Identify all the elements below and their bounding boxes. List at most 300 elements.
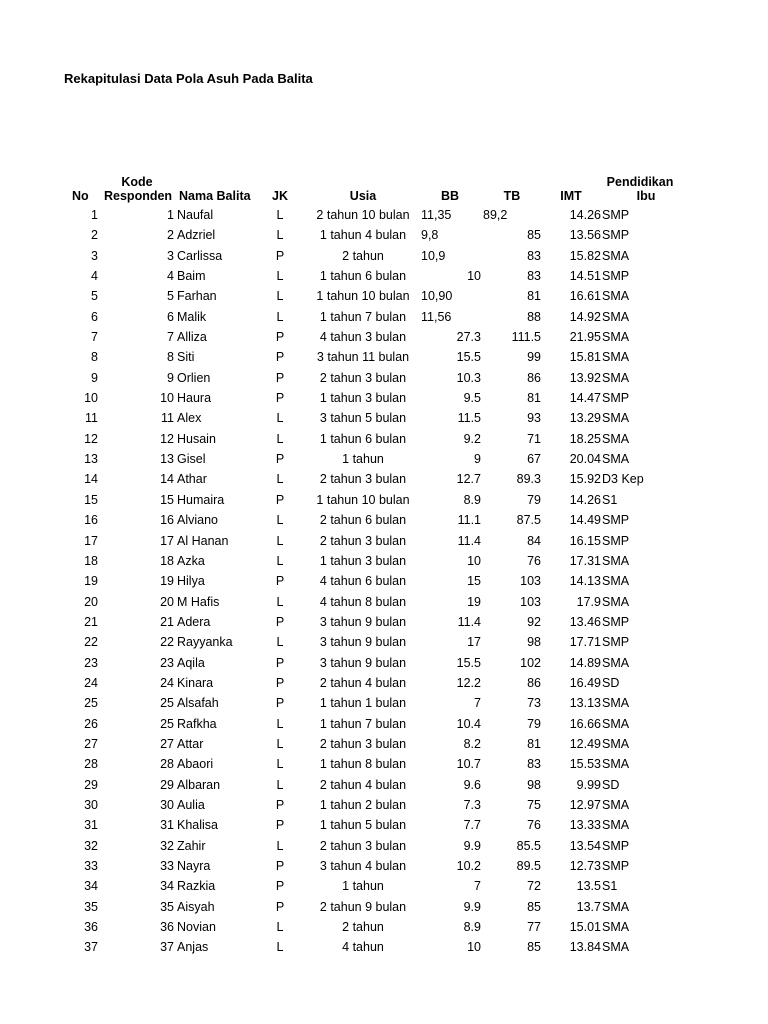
row-jk: P: [275, 859, 285, 873]
table-row: [0, 815, 768, 835]
row-kode-responden: 10: [160, 391, 174, 406]
row-bb: 8.2: [463, 736, 481, 751]
row-kode-responden: 6: [167, 309, 174, 324]
row-no: 26: [84, 716, 98, 731]
row-bb: 10.7: [456, 757, 481, 772]
row-imt: 16.15: [569, 533, 601, 548]
row-jk: L: [276, 716, 284, 731]
row-imt: 16.61: [569, 289, 601, 304]
row-nama-balita: Azka: [177, 553, 205, 568]
row-kode-responden: 31: [160, 818, 174, 833]
row-no: 30: [84, 797, 98, 812]
row-tb: 71: [527, 431, 541, 446]
row-jk: P: [275, 452, 285, 467]
row-kode-responden: 2: [167, 228, 174, 243]
row-jk: P: [275, 818, 285, 833]
row-imt: 14.47: [569, 391, 601, 406]
table-row: [0, 510, 768, 530]
row-imt: 16.49: [569, 675, 601, 690]
table-row: [0, 307, 768, 327]
row-nama-balita: Rayyanka: [177, 635, 233, 650]
row-pendidikan-ibu: SMA: [602, 370, 630, 385]
row-pendidikan-ibu: SMA: [602, 594, 630, 609]
row-no: 14: [84, 472, 98, 487]
row-tb: 88: [527, 309, 541, 324]
row-no: 17: [84, 533, 98, 548]
row-kode-responden: 27: [160, 736, 174, 751]
row-bb: 27.3: [456, 330, 481, 345]
row-pendidikan-ibu: SMA: [602, 655, 630, 670]
row-nama-balita: Malik: [177, 309, 207, 324]
row-usia: 2 tahun 3 bulan: [319, 472, 407, 487]
row-tb: 98: [527, 635, 541, 650]
row-tb: 81: [527, 736, 541, 751]
row-nama-balita: Alex: [177, 411, 202, 426]
row-bb: 9.5: [463, 391, 481, 406]
row-jk: L: [276, 635, 284, 650]
table-row: [0, 571, 768, 591]
row-tb: 87.5: [516, 513, 541, 528]
row-nama-balita: Husain: [177, 431, 216, 446]
row-kode-responden: 24: [160, 675, 174, 690]
row-bb: 17: [467, 635, 481, 650]
row-imt: 17.71: [569, 635, 601, 650]
row-imt: 15.82: [569, 248, 601, 263]
row-tb: 86: [527, 675, 541, 690]
row-no: 3: [91, 248, 98, 263]
header-tb: TB: [503, 189, 521, 203]
row-jk: P: [275, 675, 285, 690]
row-no: 12: [84, 431, 98, 446]
row-kode-responden: 7: [167, 330, 174, 345]
table-row: [0, 856, 768, 876]
row-no: 18: [84, 553, 98, 568]
row-tb: 83: [527, 269, 541, 284]
table-row: [0, 795, 768, 815]
row-pendidikan-ibu: SMA: [602, 716, 630, 731]
row-pendidikan-ibu: SMP: [602, 533, 630, 548]
row-usia: 1 tahun 7 bulan: [319, 716, 407, 731]
table-row: [0, 714, 768, 734]
row-bb: 11,35: [421, 208, 452, 222]
row-nama-balita: Alviano: [177, 513, 218, 528]
row-jk: L: [276, 533, 284, 548]
row-jk: P: [275, 696, 285, 711]
row-jk: P: [275, 391, 285, 406]
row-jk: L: [276, 472, 284, 487]
row-pendidikan-ibu: SMA: [602, 940, 630, 955]
row-jk: L: [276, 777, 284, 792]
row-pendidikan-ibu: S1: [602, 492, 618, 507]
row-pendidikan-ibu: SMA: [602, 920, 630, 935]
header-pendidikan-line1: Pendidikan: [606, 175, 674, 189]
row-tb: 81: [527, 391, 541, 406]
row-usia: 1 tahun 2 bulan: [319, 797, 407, 812]
row-kode-responden: 1: [167, 208, 174, 222]
row-tb: 89.5: [516, 859, 541, 873]
row-pendidikan-ibu: SMP: [602, 838, 630, 853]
row-imt: 12.73: [569, 859, 601, 873]
row-pendidikan-ibu: SMA: [602, 452, 630, 467]
row-imt: 17.31: [569, 553, 601, 568]
row-pendidikan-ibu: SMA: [602, 797, 630, 812]
row-usia: 3 tahun 11 bulan: [316, 350, 410, 365]
row-pendidikan-ibu: SMA: [602, 757, 630, 772]
row-kode-responden: 21: [160, 614, 174, 629]
row-bb: 19: [467, 594, 481, 609]
row-pendidikan-ibu: D3 Kep: [602, 472, 644, 487]
row-tb: 79: [527, 492, 541, 507]
header-kode-line2: Responden: [104, 189, 173, 203]
table-row: [0, 347, 768, 367]
row-no: 21: [84, 614, 98, 629]
table-row: [0, 225, 768, 245]
row-jk: L: [276, 553, 284, 568]
row-imt: 14.89: [569, 655, 601, 670]
row-jk: P: [275, 248, 285, 263]
row-nama-balita: Naufal: [177, 208, 214, 222]
row-usia: 1 tahun 6 bulan: [319, 431, 407, 446]
row-kode-responden: 8: [167, 350, 174, 365]
row-tb: 85: [527, 228, 541, 243]
row-pendidikan-ibu: SMA: [602, 309, 630, 324]
row-pendidikan-ibu: SD: [602, 675, 620, 690]
row-imt: 17.9: [576, 594, 601, 609]
row-kode-responden: 29: [160, 777, 174, 792]
row-usia: 1 tahun 1 bulan: [319, 696, 407, 711]
row-usia: 2 tahun 9 bulan: [319, 899, 407, 914]
row-bb: 10,9: [421, 248, 446, 263]
row-jk: L: [276, 513, 284, 528]
row-no: 37: [84, 940, 98, 955]
row-tb: 92: [527, 614, 541, 629]
row-tb: 85.5: [516, 838, 541, 853]
row-kode-responden: 19: [160, 574, 174, 589]
row-no: 33: [84, 859, 98, 873]
row-pendidikan-ibu: SMP: [602, 269, 630, 284]
row-no: 4: [91, 269, 98, 284]
row-imt: 14.92: [569, 309, 601, 324]
row-kode-responden: 9: [167, 370, 174, 385]
row-imt: 13.29: [569, 411, 601, 426]
table-row: [0, 734, 768, 754]
table-row: [0, 754, 768, 774]
row-bb: 10.2: [456, 859, 481, 873]
row-usia: 1 tahun 10 bulan: [316, 492, 410, 507]
row-jk: P: [275, 614, 285, 629]
row-kode-responden: 22: [160, 635, 174, 650]
row-jk: L: [276, 838, 284, 853]
row-bb: 10.4: [456, 716, 481, 731]
row-pendidikan-ibu: SMA: [602, 289, 630, 304]
row-usia: 4 tahun 3 bulan: [319, 330, 407, 345]
row-nama-balita: Abaori: [177, 757, 214, 772]
row-tb: 86: [527, 370, 541, 385]
row-imt: 14.13: [569, 574, 601, 589]
row-imt: 12.49: [569, 736, 601, 751]
table-header: [0, 172, 768, 206]
row-nama-balita: Siti: [177, 350, 195, 365]
table-row: [0, 246, 768, 266]
row-nama-balita: Gisel: [177, 452, 206, 467]
row-no: 27: [84, 736, 98, 751]
row-no: 11: [85, 411, 98, 426]
row-bb: 10.3: [456, 370, 481, 385]
row-tb: 83: [527, 248, 541, 263]
row-no: 36: [84, 920, 98, 935]
row-nama-balita: Razkia: [177, 879, 216, 894]
row-pendidikan-ibu: SMP: [602, 635, 630, 650]
row-imt: 13.13: [569, 696, 601, 711]
row-tb: 89,2: [483, 208, 508, 222]
row-jk: P: [275, 655, 285, 670]
row-kode-responden: 15: [160, 492, 174, 507]
row-bb: 7: [474, 696, 481, 711]
row-pendidikan-ibu: SMP: [602, 228, 630, 243]
row-imt: 14.49: [569, 513, 601, 528]
row-imt: 21.95: [569, 330, 601, 345]
row-no: 29: [84, 777, 98, 792]
table-row: [0, 836, 768, 856]
table-row: [0, 673, 768, 693]
row-pendidikan-ibu: SMA: [602, 553, 630, 568]
row-imt: 20.04: [569, 452, 601, 467]
row-usia: 2 tahun 3 bulan: [319, 736, 407, 751]
row-pendidikan-ibu: SMA: [602, 899, 630, 914]
header-kode-line1: Kode: [121, 175, 153, 189]
table-row: [0, 429, 768, 449]
row-no: 16: [84, 513, 98, 528]
row-tb: 93: [527, 411, 541, 426]
row-tb: 67: [527, 452, 541, 467]
row-jk: P: [275, 797, 285, 812]
row-nama-balita: Novian: [177, 920, 216, 935]
row-nama-balita: Adzriel: [177, 228, 216, 243]
row-tb: 99: [527, 350, 541, 365]
row-tb: 102: [520, 655, 541, 670]
row-jk: L: [276, 736, 284, 751]
row-usia: 1 tahun 7 bulan: [319, 309, 407, 324]
row-bb: 10: [467, 940, 481, 955]
table-row: [0, 653, 768, 673]
row-bb: 10,90: [421, 289, 453, 304]
row-tb: 79: [527, 716, 541, 731]
table-row: [0, 408, 768, 428]
table-row: [0, 693, 768, 713]
table-row: [0, 205, 768, 225]
row-usia: 1 tahun: [342, 452, 384, 467]
row-tb: 73: [527, 696, 541, 711]
row-nama-balita: Attar: [177, 736, 204, 751]
row-tb: 89.3: [516, 472, 541, 487]
row-kode-responden: 11: [161, 411, 174, 426]
row-kode-responden: 3: [167, 248, 174, 263]
row-usia: 4 tahun: [342, 940, 384, 955]
row-no: 24: [84, 675, 98, 690]
row-imt: 13.84: [569, 940, 601, 955]
table-row: [0, 632, 768, 652]
row-nama-balita: Nayra: [177, 859, 211, 873]
row-no: 15: [84, 492, 98, 507]
row-no: 7: [91, 330, 98, 345]
row-imt: 13.33: [569, 818, 601, 833]
row-nama-balita: Orlien: [177, 370, 211, 385]
row-tb: 111.5: [511, 330, 541, 345]
table-body: [0, 205, 768, 958]
table-row: [0, 876, 768, 896]
row-no: 35: [84, 899, 98, 914]
row-pendidikan-ibu: SMP: [602, 208, 630, 222]
table-row: [0, 937, 768, 957]
row-kode-responden: 16: [160, 513, 174, 528]
row-jk: P: [275, 330, 285, 345]
row-kode-responden: 35: [160, 899, 174, 914]
row-usia: 1 tahun 6 bulan: [319, 269, 407, 284]
row-nama-balita: Kinara: [177, 675, 214, 690]
row-usia: 3 tahun 9 bulan: [319, 655, 407, 670]
row-nama-balita: Rafkha: [177, 716, 217, 731]
row-pendidikan-ibu: SMP: [602, 859, 630, 873]
header-bb: BB: [440, 189, 460, 203]
row-bb: 7: [474, 879, 481, 894]
table-row: [0, 612, 768, 632]
row-nama-balita: Aqila: [177, 655, 205, 670]
row-tb: 85: [527, 899, 541, 914]
row-no: 6: [91, 309, 98, 324]
row-pendidikan-ibu: SD: [602, 777, 620, 792]
row-imt: 14.51: [569, 269, 601, 284]
row-kode-responden: 5: [167, 289, 174, 304]
row-imt: 13.5: [576, 879, 601, 894]
header-nama: Nama Balita: [179, 189, 251, 203]
row-kode-responden: 36: [160, 920, 174, 935]
row-jk: P: [275, 492, 285, 507]
row-no: 1: [91, 208, 98, 222]
row-bb: 9.9: [463, 899, 481, 914]
header-imt: IMT: [560, 189, 582, 203]
row-jk: P: [275, 879, 285, 894]
row-pendidikan-ibu: SMA: [602, 248, 630, 263]
row-pendidikan-ibu: SMP: [602, 513, 630, 528]
row-jk: P: [275, 574, 285, 589]
row-nama-balita: Farhan: [177, 289, 217, 304]
row-jk: L: [276, 228, 284, 243]
row-no: 25: [84, 696, 98, 711]
row-imt: 14.26: [569, 208, 601, 222]
row-tb: 84: [527, 533, 541, 548]
row-bb: 15.5: [456, 655, 481, 670]
table-row: [0, 388, 768, 408]
row-nama-balita: Humaira: [177, 492, 225, 507]
row-usia: 1 tahun 3 bulan: [319, 553, 407, 568]
row-bb: 7.7: [463, 818, 481, 833]
row-kode-responden: 32: [160, 838, 174, 853]
row-nama-balita: Anjas: [177, 940, 209, 955]
row-no: 32: [84, 838, 98, 853]
row-usia: 4 tahun 6 bulan: [319, 574, 407, 589]
row-bb: 10: [467, 269, 481, 284]
row-jk: L: [276, 431, 284, 446]
row-nama-balita: Albaran: [177, 777, 221, 792]
row-bb: 8.9: [463, 920, 481, 935]
row-tb: 76: [527, 553, 541, 568]
row-usia: 1 tahun 8 bulan: [319, 757, 407, 772]
row-imt: 15.01: [569, 920, 601, 935]
row-usia: 1 tahun: [342, 879, 384, 894]
row-imt: 9.99: [576, 777, 601, 792]
row-nama-balita: Baim: [177, 269, 206, 284]
row-no: 23: [84, 655, 98, 670]
row-no: 8: [91, 350, 98, 365]
row-no: 13: [84, 452, 98, 467]
row-kode-responden: 23: [160, 655, 174, 670]
row-pendidikan-ibu: SMA: [602, 574, 630, 589]
row-bb: 9: [474, 452, 481, 467]
row-jk: L: [276, 920, 284, 935]
row-bb: 11.1: [457, 513, 481, 528]
table-row: [0, 490, 768, 510]
row-tb: 75: [527, 797, 541, 812]
row-nama-balita: Adera: [177, 614, 211, 629]
row-usia: 2 tahun: [342, 248, 384, 263]
row-nama-balita: Alsafah: [177, 696, 219, 711]
table-row: [0, 266, 768, 286]
row-no: 19: [84, 574, 98, 589]
row-kode-responden: 13: [160, 452, 174, 467]
row-imt: 16.66: [569, 716, 601, 731]
row-pendidikan-ibu: SMA: [602, 411, 630, 426]
row-kode-responden: 37: [160, 940, 174, 955]
row-tb: 81: [527, 289, 541, 304]
row-imt: 13.54: [569, 838, 601, 853]
row-jk: L: [276, 269, 284, 284]
row-kode-responden: 30: [160, 797, 174, 812]
row-tb: 98: [527, 777, 541, 792]
row-nama-balita: Alliza: [177, 330, 207, 345]
row-nama-balita: Zahir: [177, 838, 206, 853]
row-tb: 76: [527, 818, 541, 833]
header-kode: [104, 175, 173, 203]
row-no: 2: [91, 228, 98, 243]
row-bb: 9.6: [463, 777, 481, 792]
row-bb: 15.5: [456, 350, 481, 365]
row-bb: 10: [467, 553, 481, 568]
row-nama-balita: Al Hanan: [177, 533, 229, 548]
row-pendidikan-ibu: SMP: [602, 614, 630, 629]
row-usia: 2 tahun 3 bulan: [319, 533, 407, 548]
row-jk: P: [275, 350, 285, 365]
row-pendidikan-ibu: SMA: [602, 696, 630, 711]
table-row: [0, 775, 768, 795]
row-no: 31: [84, 818, 98, 833]
row-jk: L: [276, 309, 284, 324]
row-kode-responden: 20: [160, 594, 174, 609]
row-tb: 103: [520, 594, 541, 609]
row-kode-responden: 14: [160, 472, 174, 487]
table-row: [0, 286, 768, 306]
row-tb: 85: [527, 940, 541, 955]
row-tb: 103: [520, 574, 541, 589]
table-row: [0, 327, 768, 347]
row-kode-responden: 33: [160, 859, 174, 873]
header-jk: JK: [272, 189, 288, 203]
row-usia: 2 tahun 10 bulan: [316, 208, 410, 222]
table-row: [0, 551, 768, 571]
table-row: [0, 592, 768, 612]
row-imt: 13.7: [576, 899, 601, 914]
table-row: [0, 917, 768, 937]
header-pendidikan: [602, 175, 678, 203]
